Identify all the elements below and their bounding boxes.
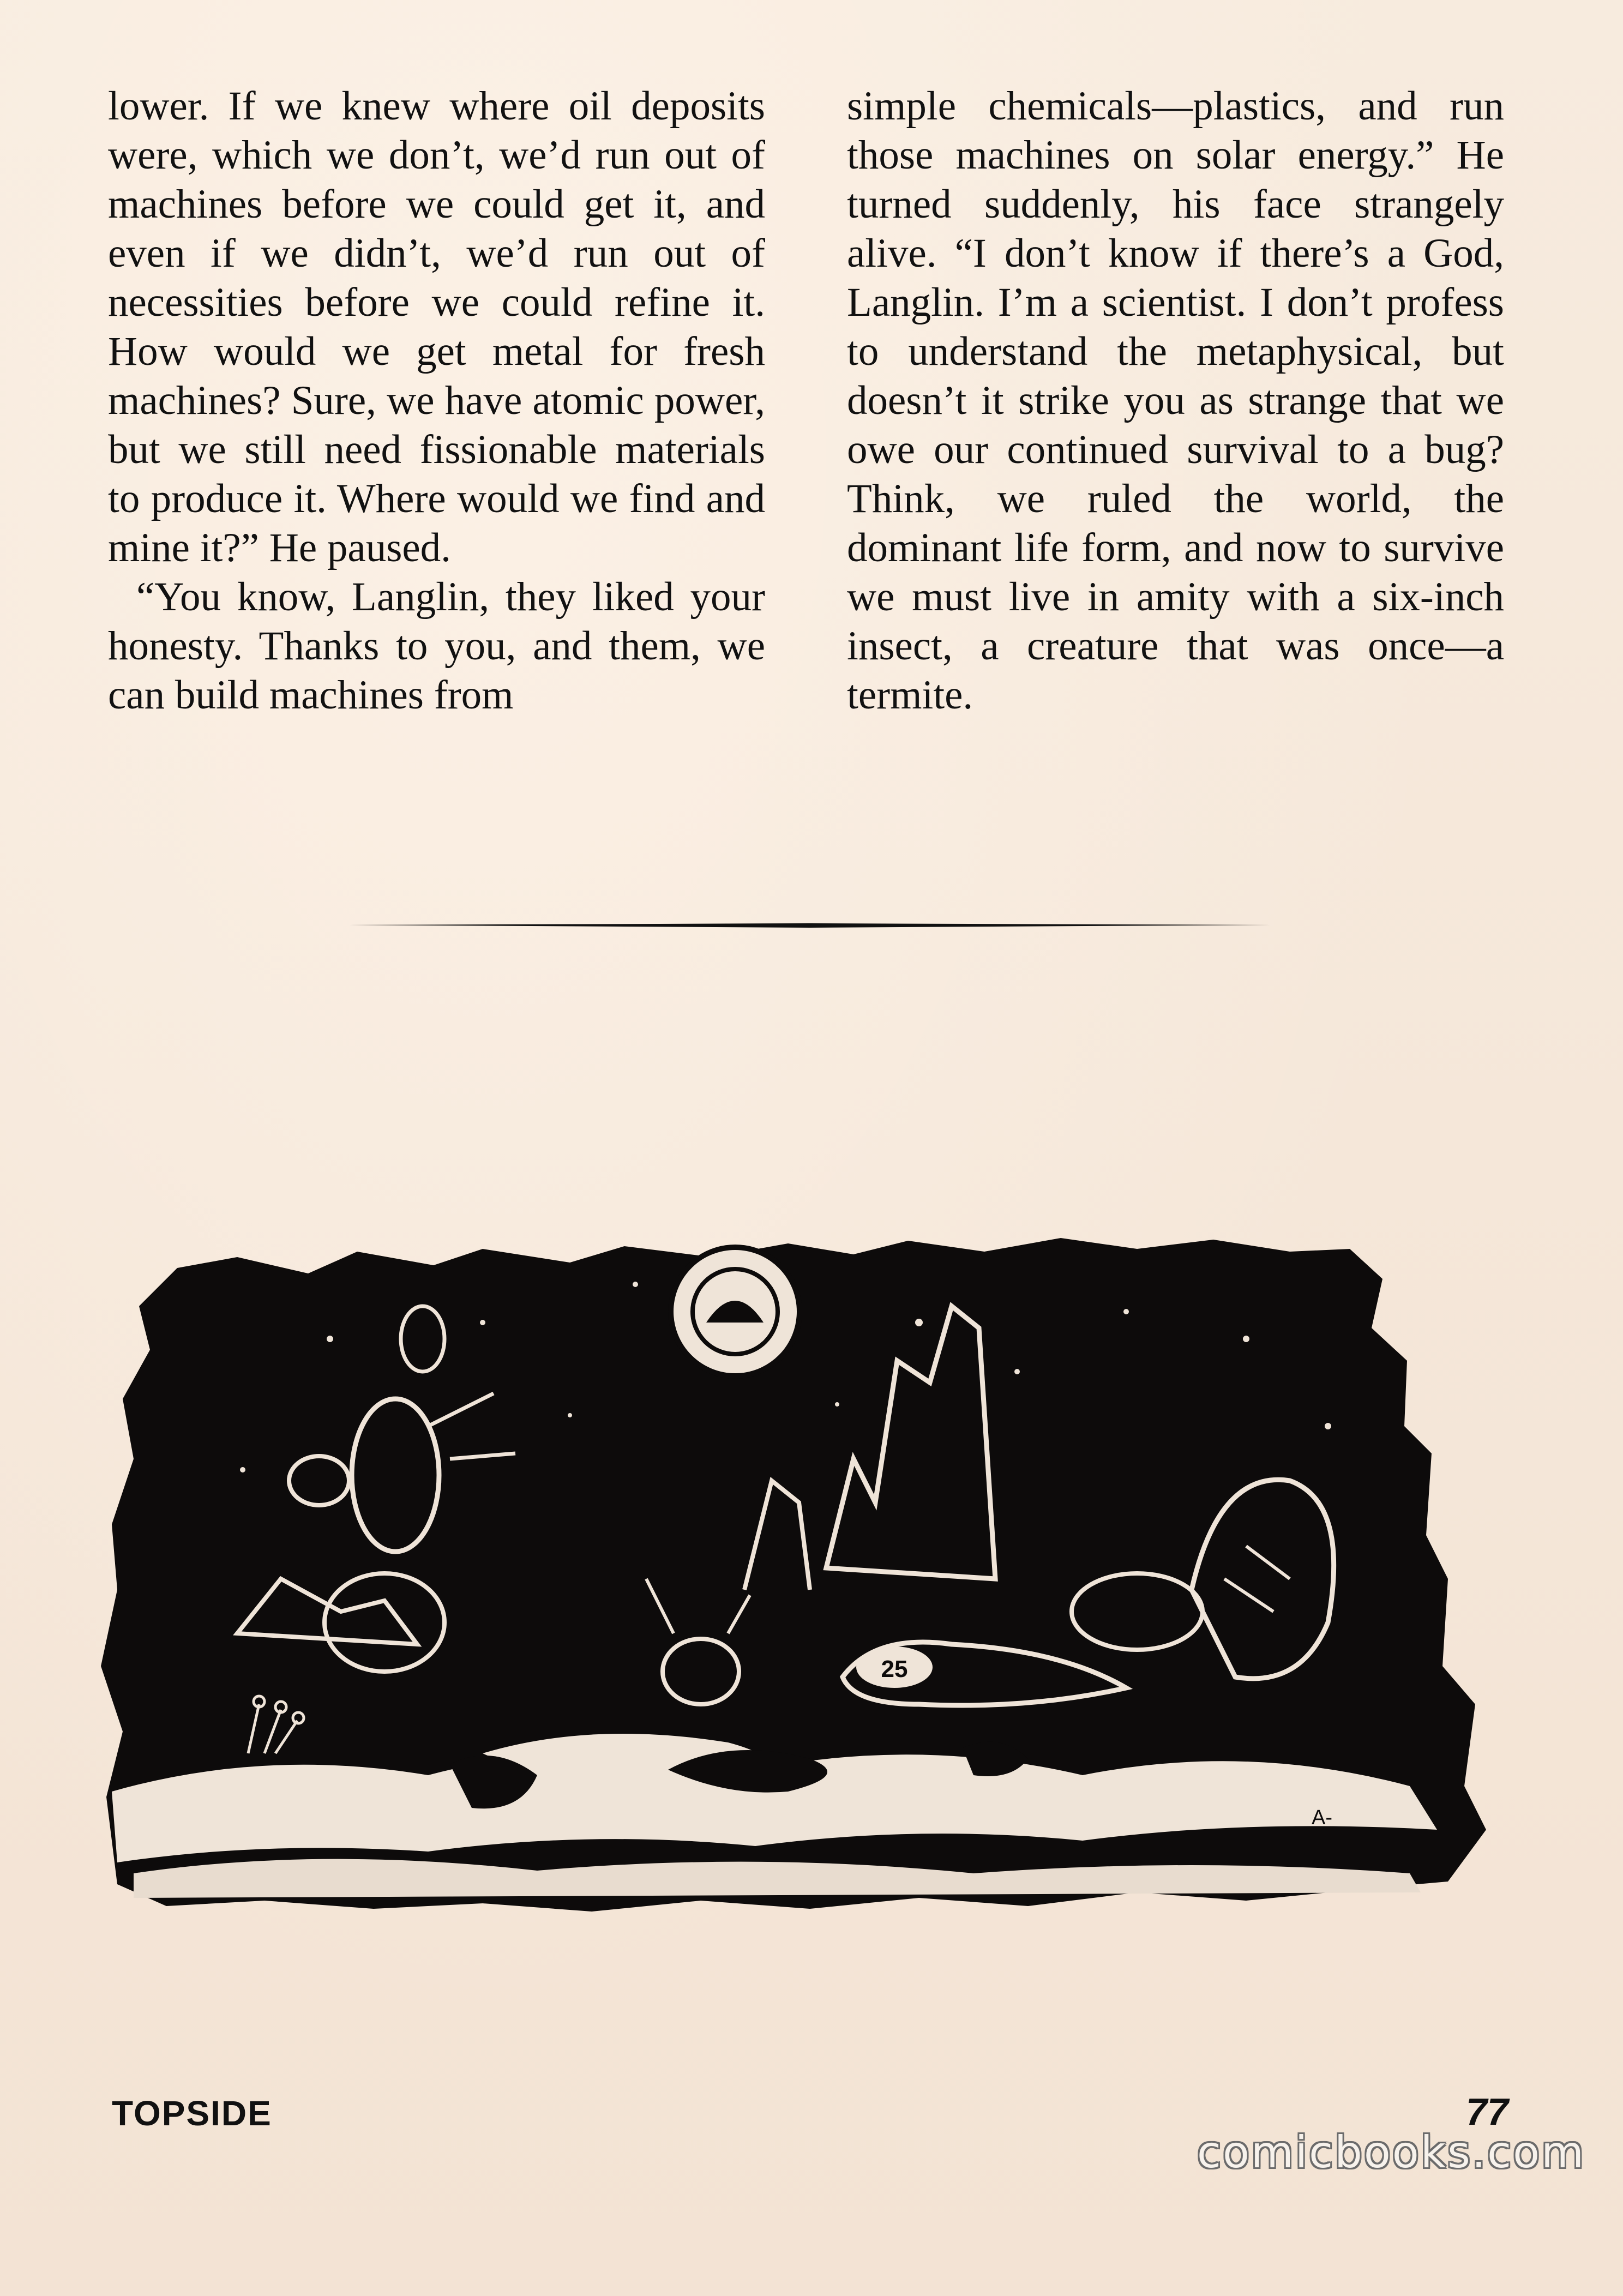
magazine-title: TOPSIDE <box>112 2094 272 2133</box>
ship-number: 25 <box>881 1656 908 1682</box>
paragraph: “You know, Langlin, they liked your honesty. Thanks to you, and them, we can build machines from <box>108 574 765 718</box>
page-number: 77 <box>1466 2090 1508 2133</box>
paragraph: lower. If we knew where oil deposits were, which we don’t, we’d run out of machines before we could get it, and even if we didn’t, we’d run out of necessities before we could refine it. How would we get metal for fresh machines? Sure, we have atomic power, but we still need fissionable materials to produce it. Where would we find and mine it?” He paused. <box>108 83 765 570</box>
watermark: comicbooks.com <box>1197 2127 1586 2178</box>
text-column-left <box>108 82 765 720</box>
artist-signature: A- <box>1312 1806 1332 1829</box>
section-divider <box>349 922 1271 929</box>
text-column-right <box>847 82 1504 720</box>
paragraph: simple chemicals—plastics, and run those machines on solar energy.” He turned suddenly, his face strangely alive. “I don’t know if there’s a God, Langlin. I’m a scientist. I don’t profess to understand the metaphysical, but doesn’t it strike you as strange that we owe our continued survival to a bug? Think, we ruled the world, the dominant life form, and now to survive we must live in amity with a six-inch insect, a creature that was once—a termite. <box>847 83 1504 718</box>
space-scene-illustration <box>101 1197 1508 1925</box>
